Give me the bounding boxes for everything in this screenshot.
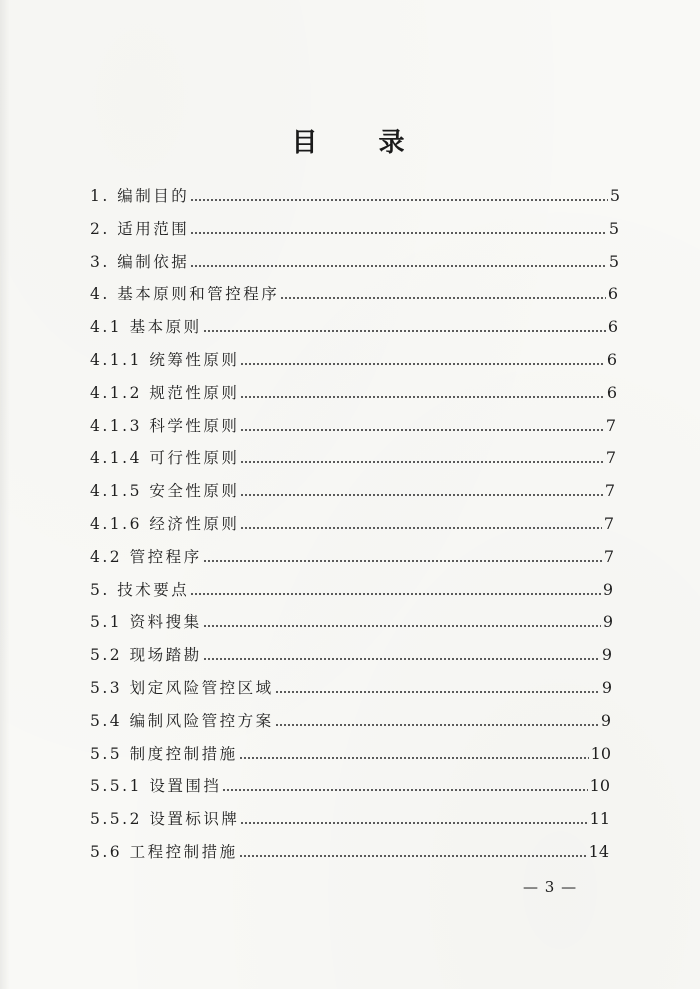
toc-entry-page: 7 bbox=[603, 546, 614, 566]
toc-entry bbox=[90, 774, 610, 798]
toc-entry bbox=[90, 512, 614, 536]
toc-entry-page: 5 bbox=[608, 218, 619, 238]
toc-entry-label: 2. 适用范围 bbox=[90, 219, 190, 238]
toc-entry bbox=[90, 250, 619, 274]
toc-entry-page: 7 bbox=[604, 481, 615, 501]
toc-entry-page: 14 bbox=[588, 842, 609, 861]
toc-entry-label: 4.2 管控程序 bbox=[90, 547, 202, 566]
toc-entry-page: 5 bbox=[608, 251, 619, 271]
toc-dot-leader bbox=[203, 657, 600, 661]
toc-entry bbox=[90, 381, 617, 405]
toc-entry-page: 9 bbox=[602, 612, 613, 632]
toc-dot-leader bbox=[190, 198, 608, 202]
toc-dot-leader bbox=[275, 690, 600, 694]
toc-dot-leader bbox=[203, 624, 601, 628]
toc-dot-leader bbox=[190, 231, 607, 235]
toc-dot-leader bbox=[239, 756, 589, 760]
toc-entry bbox=[90, 643, 612, 667]
toc-entry-label: 5.5.1 设置围挡 bbox=[90, 777, 222, 796]
toc-entry-page: 7 bbox=[605, 448, 616, 468]
toc-entry-label: 4.1.4 可行性原则 bbox=[90, 449, 240, 468]
toc-entry-label: 5.5.2 设置标识牌 bbox=[90, 810, 240, 829]
toc-dot-leader bbox=[203, 559, 602, 563]
toc-entry-label: 3. 编制依据 bbox=[90, 252, 190, 271]
toc-dot-leader bbox=[280, 296, 606, 300]
toc-dot-leader bbox=[190, 264, 607, 268]
toc-entry-label: 4.1.5 安全性原则 bbox=[90, 482, 240, 501]
toc-entry-page: 6 bbox=[606, 382, 617, 402]
toc-entry-label: 4.1.3 科学性原则 bbox=[90, 416, 240, 435]
toc-entry-label: 1. 编制目的 bbox=[90, 187, 190, 205]
toc-entry bbox=[90, 282, 618, 306]
toc-entry-label: 5.3 划定风险管控区域 bbox=[90, 679, 274, 697]
toc-dot-leader bbox=[222, 788, 587, 792]
toc-entry bbox=[90, 446, 616, 470]
toc-entry bbox=[90, 315, 618, 339]
toc-dot-leader bbox=[203, 329, 606, 333]
toc-entry bbox=[90, 348, 617, 372]
toc-entry-label: 4.1.1 统筹性原则 bbox=[90, 351, 240, 369]
toc-entry bbox=[90, 578, 613, 602]
toc-entry bbox=[90, 414, 616, 438]
toc-entry-page: 6 bbox=[606, 350, 617, 369]
toc-dot-leader bbox=[190, 592, 601, 596]
toc-entry bbox=[90, 184, 620, 208]
toc-entry-label: 5.5 制度控制措施 bbox=[90, 744, 238, 763]
toc-entry-page: 10 bbox=[589, 776, 610, 796]
toc-entry-label: 4.1 基本原则 bbox=[90, 318, 202, 337]
page-number-footer: — 3 — bbox=[523, 878, 578, 896]
toc-entry-page: 9 bbox=[601, 678, 612, 697]
toc-entry bbox=[90, 742, 611, 766]
toc-entry bbox=[90, 479, 615, 503]
toc-dot-leader bbox=[239, 854, 587, 858]
toc-entry-label: 5.1 资料搜集 bbox=[90, 613, 202, 632]
toc-entry bbox=[90, 217, 619, 241]
toc-entry-page: 7 bbox=[603, 514, 614, 533]
toc-entry-label: 5.6 工程控制措施 bbox=[90, 843, 238, 861]
toc-entry-label: 4.1.2 规范性原则 bbox=[90, 383, 240, 402]
toc-dot-leader bbox=[240, 821, 587, 825]
toc-entry-page: 6 bbox=[607, 284, 618, 304]
toc-entry-page: 10 bbox=[590, 743, 611, 763]
toc-dot-leader bbox=[240, 526, 601, 530]
toc-entry-label: 5. 技术要点 bbox=[90, 580, 190, 599]
toc-entry-label: 5.2 现场踏勘 bbox=[90, 646, 202, 665]
toc-dot-leader bbox=[275, 723, 599, 727]
toc-entry bbox=[90, 807, 610, 831]
toc-entry bbox=[90, 676, 612, 700]
toc-dot-leader bbox=[240, 460, 603, 464]
toc-entry-page: 5 bbox=[609, 186, 620, 205]
toc-dot-leader bbox=[240, 362, 604, 366]
toc-entry-page: 9 bbox=[600, 710, 611, 730]
toc-entry bbox=[90, 840, 609, 864]
page-title: 目 录 bbox=[291, 128, 431, 158]
toc-entry bbox=[90, 709, 611, 733]
toc-entry-page: 11 bbox=[589, 809, 610, 829]
toc-dot-leader bbox=[240, 428, 603, 432]
toc-entry-page: 7 bbox=[605, 415, 616, 435]
toc-entry-page: 9 bbox=[601, 645, 612, 665]
toc-dot-leader bbox=[240, 493, 602, 497]
toc-entry-page: 9 bbox=[602, 579, 613, 599]
toc-entry-page: 6 bbox=[607, 317, 618, 337]
toc-entry-label: 4. 基本原则和管控程序 bbox=[90, 285, 280, 304]
toc-entry-label: 4.1.6 经济性原则 bbox=[90, 515, 240, 533]
toc-entry bbox=[90, 610, 613, 634]
toc-dot-leader bbox=[240, 395, 604, 399]
toc-entry bbox=[90, 545, 614, 569]
toc-entry-label: 5.4 编制风险管控方案 bbox=[90, 711, 274, 730]
